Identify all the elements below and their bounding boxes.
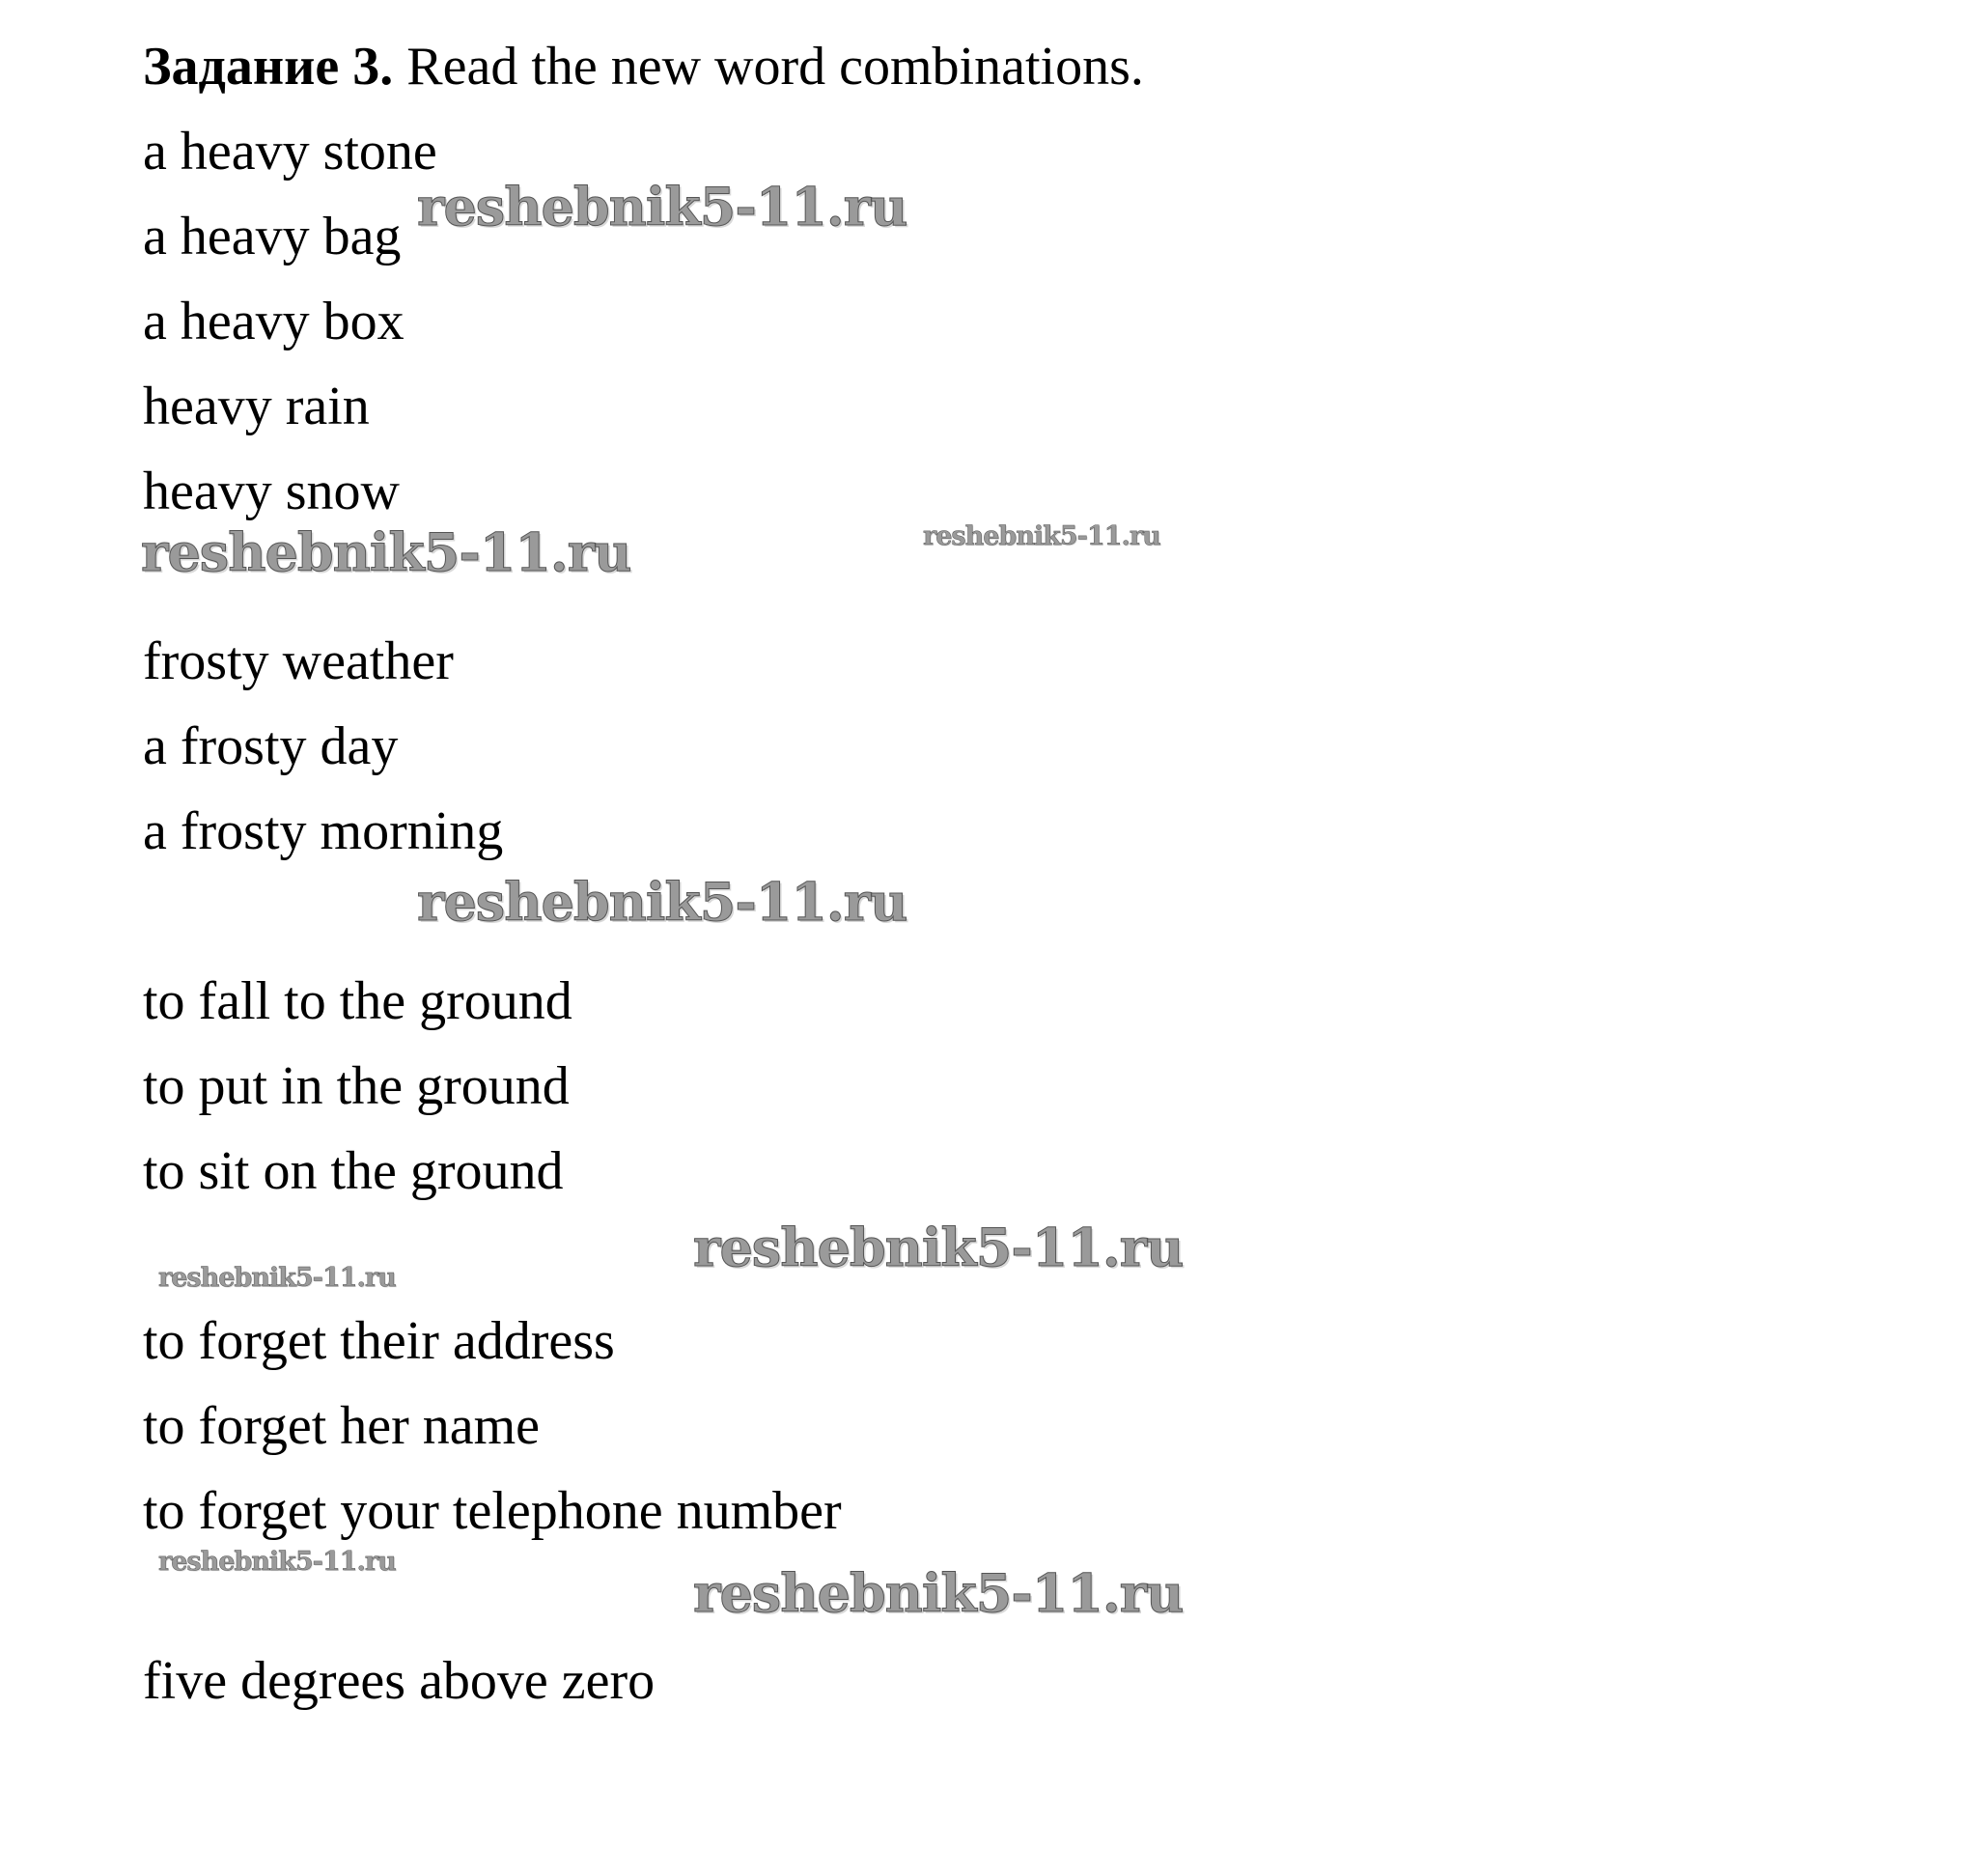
task-number: Задание 3. bbox=[143, 37, 394, 97]
task-instruction: Read the new word combinations. bbox=[406, 37, 1144, 97]
phrase-item: a heavy box bbox=[143, 292, 405, 351]
phrase-item: to put in the ground bbox=[143, 1056, 570, 1116]
phrase-item: to forget her name bbox=[143, 1396, 541, 1456]
phrase-item: heavy rain bbox=[143, 377, 370, 436]
phrase-item: to fall to the ground bbox=[143, 971, 572, 1031]
phrase-item: heavy snow bbox=[143, 462, 400, 521]
phrase-item: to sit on the ground bbox=[143, 1141, 564, 1201]
task-heading bbox=[143, 35, 1144, 98]
phrase-item: to forget their address bbox=[143, 1311, 615, 1371]
phrase-item: to forget your telephone number bbox=[143, 1481, 842, 1541]
phrase-item: five degrees above zero bbox=[143, 1651, 656, 1711]
phrase-item: a heavy bag bbox=[143, 207, 402, 266]
watermark: reshebnik5-11.ru bbox=[417, 871, 907, 933]
watermark: reshebnik5-11.ru bbox=[141, 521, 631, 583]
watermark: reshebnik5-11.ru bbox=[158, 1547, 396, 1577]
watermark: reshebnik5-11.ru bbox=[693, 1217, 1184, 1278]
watermark: reshebnik5-11.ru bbox=[417, 176, 907, 238]
phrase-item: frosty weather bbox=[143, 631, 454, 691]
watermark: reshebnik5-11.ru bbox=[158, 1263, 396, 1293]
phrase-item: a heavy stone bbox=[143, 122, 437, 182]
watermark: reshebnik5-11.ru bbox=[923, 521, 1160, 551]
watermark: reshebnik5-11.ru bbox=[693, 1562, 1184, 1624]
phrase-item: a frosty day bbox=[143, 716, 399, 776]
phrase-item: a frosty morning bbox=[143, 801, 504, 861]
